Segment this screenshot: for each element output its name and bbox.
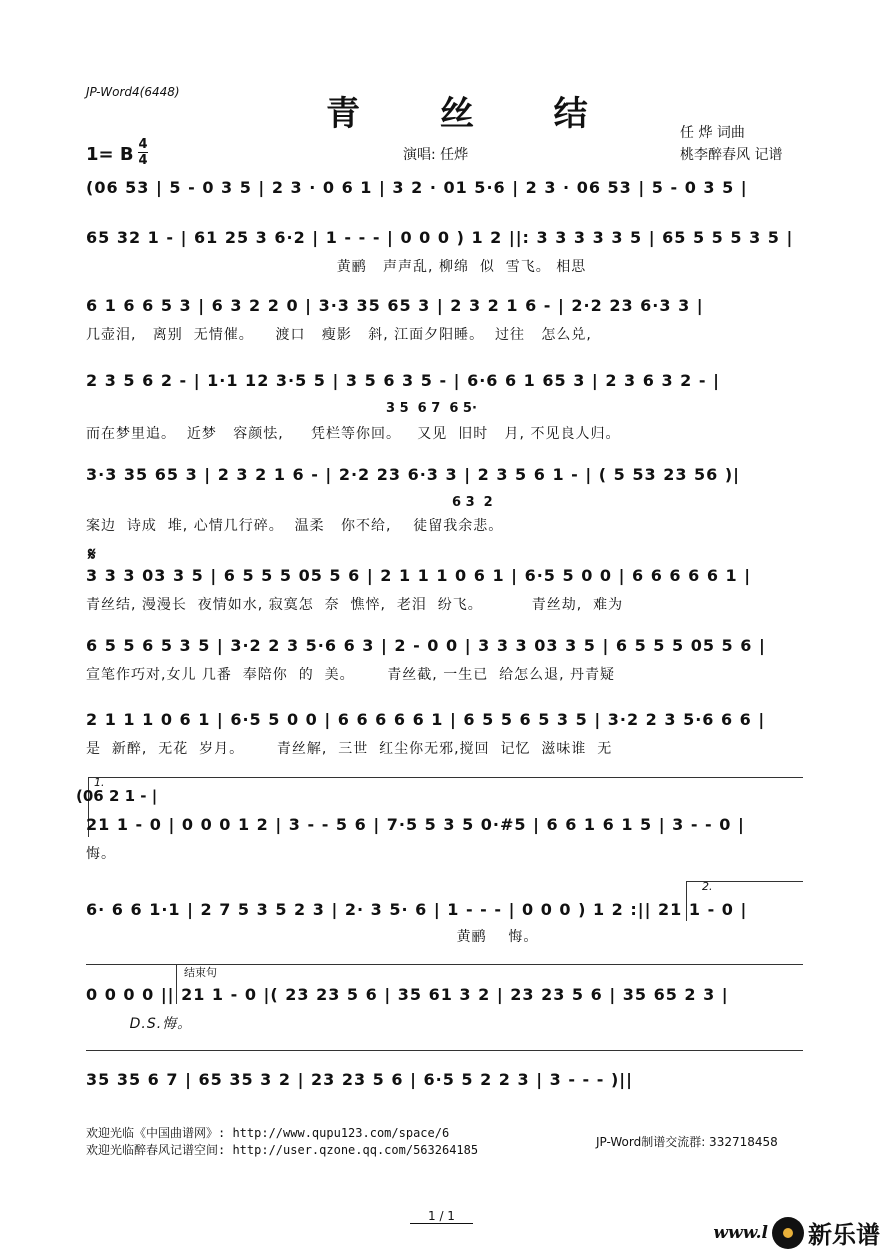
ending-label: 结束句 <box>184 966 217 979</box>
volta-number: 2. <box>702 880 713 893</box>
lyric-line: 悔。 <box>86 846 116 862</box>
lyric-line: D.S.悔。 <box>86 1016 193 1032</box>
logo-url: www.l <box>713 1222 768 1243</box>
note-line: 6 5 5 6 5 3 5 | 3·2 2 3 5·6 6 3 | 2 - 0 0 | 3 3 3 03 3 5 | 6 5 5 5 05 5 6 | <box>86 636 766 655</box>
site-logo[interactable] <box>713 1215 880 1250</box>
logo-name: 新乐谱 <box>808 1221 880 1249</box>
footer-link-qupu[interactable]: 欢迎光临《中国曲谱网》: http://www.qupu123.com/space/6 <box>86 1126 450 1140</box>
note-line: 65 32 1 - | 61 25 3 6·2 | 1 - - - | 0 0 0 ) 1 2 ||: 3 3 3 3 3 5 | 65 5 5 5 3 5 | <box>86 228 794 247</box>
note-line: 0 0 0 0 || 21 1 - 0 |( 23 23 5 6 | 35 61 3 2 | 23 23 5 6 | 35 65 2 3 | <box>86 985 729 1004</box>
note-line: 21 1 - 0 | 0 0 0 1 2 | 3 - - 5 6 | 7·5 5 3 5 0·#5 | 6 6 1 6 1 5 | 3 - - 0 | <box>86 815 745 834</box>
footer-link-qzone[interactable]: 欢迎光临醉春风记谱空间: http://user.qzone.qq.com/563264185 <box>86 1143 479 1157</box>
segno-sign: 𝄋 <box>88 544 96 565</box>
footer-group: JP-Word制谱交流群: 332718458 <box>596 1135 778 1149</box>
page-number: 1 / 1 <box>410 1209 473 1224</box>
ossia-line: 3 5 6 7 6 5· <box>386 401 477 416</box>
lyric-line: 而在梦里追。 近梦 容颜怯, 凭栏等你回。 又见 旧时 月, 不见良人归。 <box>86 426 621 442</box>
lyric-line: 案边 诗成 堆, 心情几行碎。 温柔 你不给, 徒留我余悲。 <box>86 518 504 534</box>
volta-number: 1. <box>94 776 105 789</box>
software-tag: JP-Word4(6448) <box>86 85 180 99</box>
lyric-line: 是 新醉, 无花 岁月。 青丝解, 三世 红尘你无邪,搅回 记忆 滋味谁 无 <box>86 741 613 757</box>
note-line: 3 3 3 03 3 5 | 6 5 5 5 05 5 6 | 2 1 1 1 0 6 1 | 6·5 5 0 0 | 6 6 6 6 6 1 | <box>86 566 752 585</box>
time-signature <box>138 138 148 167</box>
lyric-line: 几壶泪, 离别 无情催。 渡口 瘦影 斜, 江面夕阳睡。 过往 怎么兑, <box>86 327 592 343</box>
note-line: 2 3 5 6 2 - | 1·1 12 3·5 5 | 3 5 6 3 5 - | 6·6 6 1 65 3 | 2 3 6 3 2 - | <box>86 371 720 390</box>
composer-credit: 任 烨 词曲 <box>680 125 745 141</box>
note-line: (06 53 | 5 - 0 3 5 | 2 3 · 0 6 1 | 3 2 · 01 5·6 | 2 3 · 06 53 | 5 - 0 3 5 | <box>86 178 748 197</box>
ossia-line: 6 3 2 <box>452 495 493 510</box>
key-signature: 1= B <box>86 144 134 165</box>
note-line: 35 35 6 7 | 65 35 3 2 | 23 23 5 6 | 6·5 5 2 2 3 | 3 - - - )|| <box>86 1070 633 1089</box>
time-signature-top: 4 <box>138 137 148 152</box>
lyric-line: 宣笔作巧对,女儿 几番 奉陪你 的 美。 青丝截, 一生已 给怎么退, 丹青疑 <box>86 667 616 683</box>
lyric-line: 黄鹂 声声乱, 柳绵 似 雪飞。 相思 <box>86 259 587 275</box>
record-disc-icon <box>772 1217 804 1249</box>
note-line: 6 1 6 6 5 3 | 6 3 2 2 0 | 3·3 35 65 3 | 2 3 2 1 6 - | 2·2 23 6·3 3 | <box>86 296 704 315</box>
transcriber-credit: 桃李醉春风 记谱 <box>680 147 783 163</box>
lyric-line: 青丝结, 漫漫长 夜情如水, 寂寞怎 奈 憔悴, 老泪 纷飞。 青丝劫, 难为 <box>86 597 624 613</box>
singer-credit: 演唱: 任烨 <box>403 147 469 163</box>
lyric-line: 黄鹂 悔。 <box>86 929 539 945</box>
note-line: 2 1 1 1 0 6 1 | 6·5 5 0 0 | 6 6 6 6 6 1 | 6 5 5 6 5 3 5 | 3·2 2 3 5·6 6 6 | <box>86 710 766 729</box>
slur-line <box>86 1050 803 1051</box>
volta-bracket <box>88 777 803 778</box>
note-line: 3·3 35 65 3 | 2 3 2 1 6 - | 2·2 23 6·3 3 | 2 3 5 6 1 - | ( 5 53 23 56 )| <box>86 465 741 484</box>
time-signature-bottom: 4 <box>138 153 148 168</box>
ossia-line: (06 2 1 - | <box>76 787 158 805</box>
note-line: 6· 6 6 1·1 | 2 7 5 3 5 2 3 | 2· 3 5· 6 | 1 - - - | 0 0 0 ) 1 2 :|| 21 1 - 0 | <box>86 900 748 919</box>
song-title: 青 丝 结 <box>326 94 622 134</box>
